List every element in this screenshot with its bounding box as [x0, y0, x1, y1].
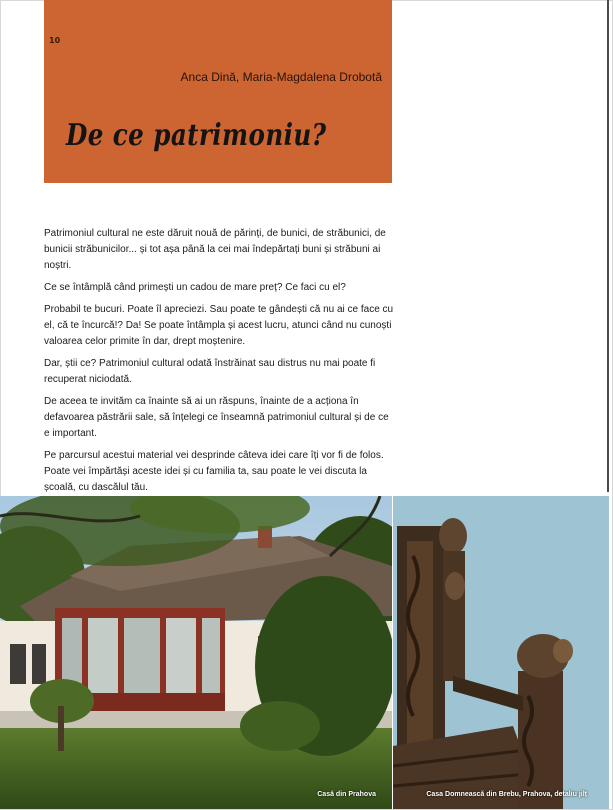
- body-text: [44, 226, 394, 502]
- page-title: De ce patrimoniu?: [66, 118, 327, 153]
- header-block: [44, 0, 392, 183]
- page-number: 10: [49, 36, 61, 45]
- paragraph: Probabil te bucuri. Poate îl apreciezi. Sau poate te gândești că nu ai ce face cu el, că te încurcă!? Da! Se poate întâmpla și acest lucru, atunci când nu cunoști valoarea celor primite în dar, drept moștenire.: [44, 304, 394, 347]
- paragraph: De aceea te invităm ca înainte să ai un răspuns, înainte de a acționa în defavoarea păstrării sale, să înțelegi ce înseamnă patrimoniul cultural și de ce e important.: [44, 396, 389, 439]
- page-edge: [607, 0, 609, 492]
- paragraph: Pe parcursul acestui material vei desprinde câteva idei care îți vor fi de folos. Poate vei împărtăși aceste idei și cu familia ta, sau poate le vei discuta la școală, cu dascălul tău.: [44, 450, 384, 493]
- house-illustration: [0, 496, 392, 809]
- house-caption: Casă din Prahova: [317, 791, 376, 798]
- house-photo: [0, 496, 392, 809]
- chair-illustration: [393, 496, 609, 809]
- chair-caption: Casa Domnească din Brebu, Prahova, detaliu jilț: [426, 791, 587, 798]
- chair-photo: [393, 496, 609, 809]
- paragraph: Ce se întâmplă când primești un cadou de mare preț? Ce faci cu el?: [44, 282, 346, 293]
- authors: Anca Dină, Maria-Magdalena Drobotă: [180, 70, 382, 84]
- paragraph: Patrimoniul cultural ne este dăruit nouă de părinți, de bunici, de străbunici, de bunicii străbunicilor... și tot așa până la cei mai îndepărtați buni și străbuni ai noștri.: [44, 228, 386, 271]
- paragraph: Dar, știi ce? Patrimoniul cultural odată înstrăinat sau distrus nu mai poate fi recuperat niciodată.: [44, 358, 376, 385]
